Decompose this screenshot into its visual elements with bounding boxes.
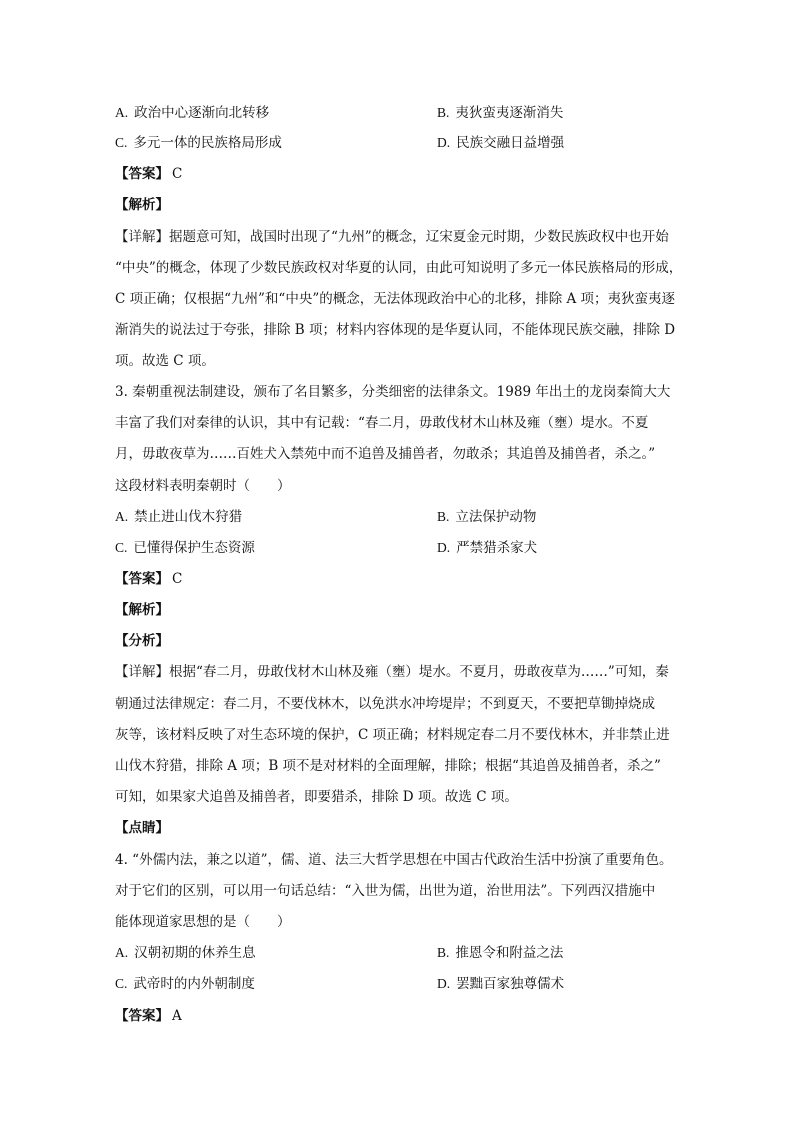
q3-stem-line: 这段材料表明秦朝时（ ） <box>115 478 291 494</box>
q3-option-b: B. 立法保护动物 <box>437 509 537 525</box>
q2-detail-line: 渐消失的说法过于夸张，排除 B 项；材料内容体现的是华夏认同，不能体现民族交融，排除 D <box>115 322 676 338</box>
q3-option-c: C. 已懂得保护生态资源 <box>115 540 255 556</box>
q2-detail-line: 【详解】据题意可知，战国时出现了“九州”的概念，辽宋夏金元时期，少数民族政权中也开始 <box>115 229 669 245</box>
q2-detail-line: 项。故选 C 项。 <box>115 353 215 369</box>
q2-option-b: B. 夷狄蛮夷逐渐消失 <box>437 105 564 121</box>
q3-detail-line: 朝通过法律规定：春二月，不要伐林木，以免洪水冲垮堤岸；不到夏天，不要把草锄掉烧成 <box>115 696 655 712</box>
q2-option-c: C. 多元一体的民族格局形成 <box>115 135 282 151</box>
q3-stem-line: 月，毋敢夜草为……百姓犬入禁苑中而不追兽及捕兽者，勿敢杀；其追兽及捕兽者，杀之。” <box>115 446 656 462</box>
q3-detail-line: 山伐木狩猎，排除 A 项；B 项不是对材料的全面理解，排除；根据“其追兽及捕兽者，杀之” <box>115 758 661 774</box>
q2-options-row-2 <box>115 133 685 153</box>
q3-detail-line: 灰等，该材料反映了对生态环境的保护，C 项正确；材料规定春二月不要伐林木，并非禁止进 <box>115 727 670 743</box>
q2-analysis-label: 【解析】 <box>115 197 169 213</box>
q4-option-d: D. 罢黜百家独尊儒术 <box>437 976 565 992</box>
q4-stem-line: 对于它们的区别，可以用一句话总结：“入世为儒，出世为道，治世用法”。下列西汉措施中 <box>115 883 656 899</box>
q4-option-c: C. 武帝时的内外朝制度 <box>115 976 255 992</box>
q3-dianjing-label: 【点睛】 <box>115 820 169 836</box>
q4-option-b: B. 推恩令和附益之法 <box>437 945 564 961</box>
q2-answer: 【答案】 C <box>115 166 183 182</box>
q2-detail-line: C 项正确；仅根据“九州”和“中央”的概念，无法体现政治中心的北移，排除 A 项；夷狄蛮夷逐 <box>115 291 676 307</box>
q3-stem-line: 丰富了我们对秦律的认识，其中有记载：“春二月，毋敢伐材木山林及雍（壅）堤水。不夏 <box>115 415 649 431</box>
q3-analysis-label: 【解析】 <box>115 602 169 618</box>
q3-option-a: A. 禁止进山伐木狩猎 <box>115 509 243 525</box>
q3-answer: 【答案】 C <box>115 571 183 587</box>
q4-answer: 【答案】 A <box>115 1008 182 1024</box>
q4-options-row-1 <box>115 943 685 963</box>
q3-options-row-1 <box>115 507 685 527</box>
q3-fenxi-label: 【分析】 <box>115 633 169 649</box>
q3-option-d: D. 严禁猎杀家犬 <box>437 540 538 556</box>
q4-option-a: A. 汉朝初期的休养生息 <box>115 945 256 961</box>
q2-option-d: D. 民族交融日益增强 <box>437 135 565 151</box>
q3-stem-line: 3. 秦朝重视法制建设，颁布了名目繁多，分类细密的法律条文。1989 年出土的龙岗秦简大大 <box>115 384 671 400</box>
q3-options-row-2 <box>115 538 685 558</box>
q4-stem-line: 4. “外儒内法，兼之以道”，儒、道、法三大哲学思想在中国古代政治生活中扮演了重要角色。 <box>115 852 673 868</box>
q4-stem-line: 能体现道家思想的是（ ） <box>115 914 291 930</box>
q3-detail-line: 【详解】根据“春二月，毋敢伐材木山林及雍（壅）堤水。不夏月，毋敢夜草为……”可知，秦 <box>115 664 669 680</box>
q2-detail-line: “中央”的概念，体现了少数民族政权对华夏的认同，由此可知说明了多元一体民族格局的形成， <box>115 260 683 276</box>
q2-options-row-1 <box>115 103 685 123</box>
q4-options-row-2 <box>115 974 685 994</box>
q2-option-a: A. 政治中心逐渐向北转移 <box>115 105 270 121</box>
q3-detail-line: 可知，如果家犬追兽及捕兽者，即要猎杀，排除 D 项。故选 C 项。 <box>115 789 518 805</box>
